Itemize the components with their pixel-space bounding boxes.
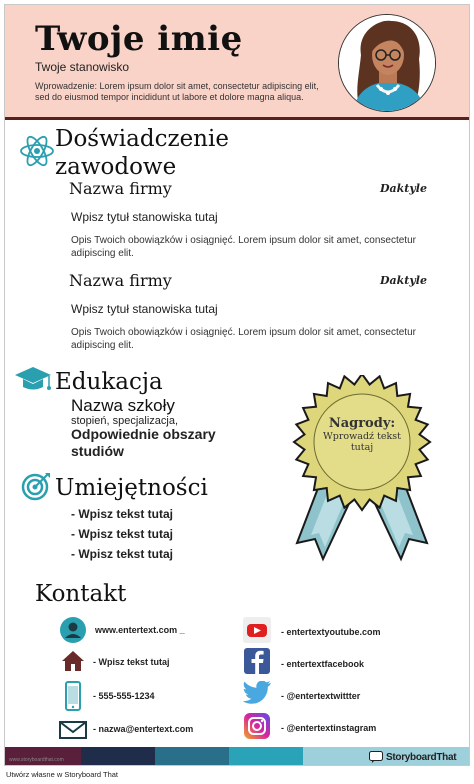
footer-segment <box>81 747 155 766</box>
storyboardthat-logo[interactable] <box>369 749 469 765</box>
user-icon <box>60 617 86 648</box>
job-title: Wpisz tytuł stanowiska tutaj <box>71 210 218 224</box>
mail-icon <box>59 721 87 744</box>
school-name: Nazwa szkoły <box>71 396 175 415</box>
job-dates: Daktyle <box>380 182 427 195</box>
job-description: Opis Twoich obowiązków i osiągnięć. Lorem ipsum dolor sit amet, consectetur adipiscing elit. <box>71 235 416 259</box>
skill-item: - Wpisz tekst tutaj <box>71 507 174 521</box>
contact-address: - Wpisz tekst tutaj <box>93 657 170 667</box>
fields-of-study: Odpowiednie obszary studiów <box>71 426 216 459</box>
resume-position: Twoje stanowisko <box>35 60 130 74</box>
avatar <box>338 14 436 112</box>
job-description: Opis Twoich obowiązków i osiągnięć. Lorem ipsum dolor sit amet, consectetur adipiscing elit. <box>71 327 416 351</box>
job-dates: Daktyle <box>380 274 427 287</box>
experience-heading-line1: Doświadczenie <box>55 126 229 152</box>
facebook-icon <box>244 648 270 679</box>
home-icon <box>61 650 85 677</box>
job-company: Nazwa firmy <box>69 179 172 198</box>
skill-item: - Wpisz tekst tutaj <box>71 547 174 561</box>
award-medal <box>287 375 437 575</box>
contact-instagram[interactable]: - @entertextinstagram <box>281 723 377 733</box>
atom-icon <box>19 133 55 174</box>
header <box>5 5 470 117</box>
twitter-icon <box>243 681 271 710</box>
contact-phone: - 555-555-1234 <box>93 691 155 701</box>
award-subtitle: Wprowadź tekst tutaj <box>323 431 401 453</box>
resume-name: Twoje imię <box>35 19 243 59</box>
award-title: Nagrody: <box>328 416 396 431</box>
award-text <box>317 416 407 453</box>
job-company: Nazwa firmy <box>69 271 172 290</box>
degree-text: stopień, specjalizacja, <box>71 415 179 427</box>
intro-text: Wprowadzenie: Lorem ipsum dolor sit amet, consectetur adipiscing elit, sed do eiusmod tempor incididunt ut labore et dolore magna aliqua. <box>35 81 319 102</box>
resume-page <box>4 4 470 766</box>
skills-heading: Umiejętności <box>55 475 208 501</box>
skill-item: - Wpisz tekst tutaj <box>71 527 174 541</box>
instagram-icon <box>244 713 270 744</box>
credit-line[interactable]: Utwórz własne w Storyboard That <box>6 770 118 779</box>
youtube-icon <box>243 617 271 648</box>
education-heading: Edukacja <box>55 369 163 395</box>
header-divider <box>5 117 470 120</box>
footer-url: www.storyboardthat.com <box>9 757 64 763</box>
contact-heading: Kontakt <box>35 581 127 607</box>
experience-heading <box>55 125 275 181</box>
contact-website[interactable]: www.entertext.com _ <box>95 625 185 635</box>
storyboard-brand: StoryboardThat <box>386 751 457 763</box>
experience-heading-line2: zawodowe <box>55 154 177 180</box>
target-icon <box>21 471 51 506</box>
phone-icon <box>65 681 81 716</box>
contact-twitter[interactable]: - @entertextwittter <box>281 691 361 701</box>
job-title: Wpisz tytuł stanowiska tutaj <box>71 302 218 316</box>
footer-segment <box>155 747 229 766</box>
storyboard-icon <box>369 751 383 763</box>
contact-email[interactable]: - nazwa@entertext.com <box>93 724 194 734</box>
graduation-cap-icon <box>13 363 53 398</box>
footer-segment <box>229 747 303 766</box>
contact-youtube[interactable]: - entertextyoutube.com <box>281 627 381 637</box>
contact-facebook[interactable]: - entertextfacebook <box>281 659 365 669</box>
